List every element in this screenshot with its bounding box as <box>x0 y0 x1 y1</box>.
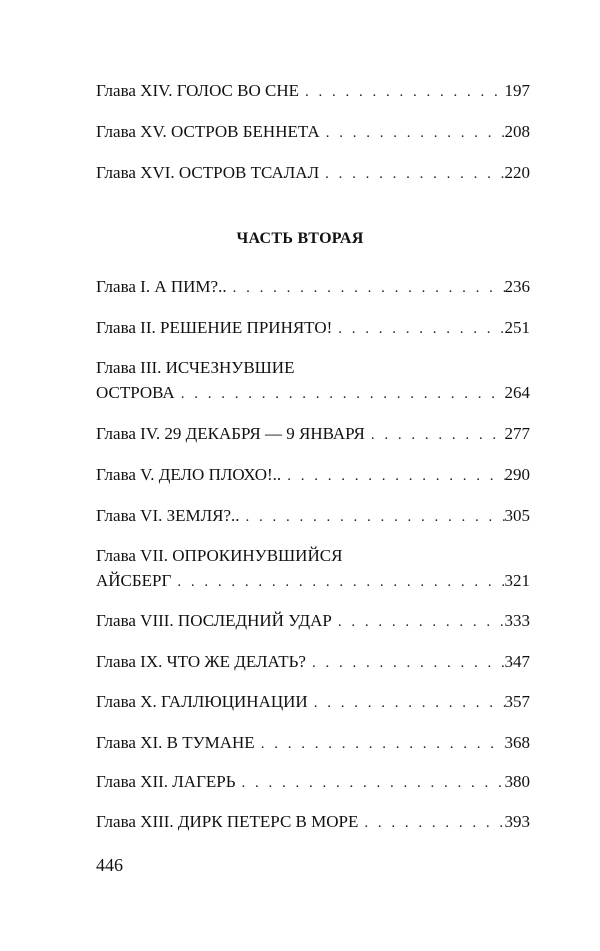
toc-entry-page: 197 <box>504 81 530 100</box>
toc-entry-page: 277 <box>504 424 530 443</box>
dot-leader <box>236 772 505 794</box>
toc-entry <box>96 162 530 184</box>
toc-entry-title: Глава XIV. ГОЛОС ВО СНЕ <box>96 81 300 100</box>
toc-entry-page: 305 <box>504 506 530 525</box>
toc-entry-title: Глава VI. ЗЕМЛЯ?.. <box>96 506 240 525</box>
dot-leader <box>299 81 504 103</box>
toc-entry-page: 290 <box>504 465 530 484</box>
dot-leader <box>308 692 505 714</box>
toc-entry <box>96 610 530 632</box>
toc-entry-page: 321 <box>504 571 530 590</box>
toc-entry-title-line1: Глава VII. ОПРОКИНУВШИЙСЯ <box>96 546 343 565</box>
toc-entry-page: 208 <box>504 122 530 141</box>
toc-entry <box>96 651 530 673</box>
dot-leader <box>332 611 505 633</box>
toc-entry-title: Глава X. ГАЛЛЮЦИНАЦИИ <box>96 692 308 711</box>
toc-entry-page: 347 <box>504 652 530 671</box>
toc-entry-title: Глава XVI. ОСТРОВ ТСАЛАЛ <box>96 163 320 182</box>
toc-entry-page: 251 <box>504 318 530 337</box>
dot-leader <box>319 163 504 185</box>
toc-entry <box>96 80 530 102</box>
toc-entry-page: 368 <box>504 733 530 752</box>
toc-entry <box>96 121 530 143</box>
toc-entry <box>96 771 530 793</box>
toc-entry-page: 264 <box>504 383 530 402</box>
toc-entry-title: ОСТРОВА <box>96 383 175 402</box>
dot-leader <box>171 571 504 593</box>
dot-leader <box>227 277 505 299</box>
toc-entry-title: Глава XIII. ДИРК ПЕТЕРС В МОРЕ <box>96 812 359 831</box>
toc-entry-title: АЙСБЕРГ <box>96 571 172 590</box>
dot-leader <box>175 383 505 405</box>
toc-entry-title: Глава V. ДЕЛО ПЛОХО!.. <box>96 465 282 484</box>
dot-leader <box>255 733 505 755</box>
toc-entry-page: 220 <box>504 163 530 182</box>
toc-entry <box>96 732 530 754</box>
toc-entry <box>96 545 530 592</box>
toc-entry-title: Глава XI. В ТУМАНЕ <box>96 733 255 752</box>
toc-entry-title: Глава IV. 29 ДЕКАБРЯ — 9 ЯНВАРЯ <box>96 424 365 443</box>
toc-entry-page: 380 <box>504 772 530 791</box>
dot-leader <box>365 424 505 446</box>
toc-entry-title: Глава II. РЕШЕНИЕ ПРИНЯТО! <box>96 318 333 337</box>
toc-entry-title: Глава I. А ПИМ?.. <box>96 277 227 296</box>
dot-leader <box>281 465 504 487</box>
toc-entry-page: 393 <box>504 812 530 831</box>
dot-leader <box>306 652 505 674</box>
toc-entry <box>96 505 530 527</box>
dot-leader <box>320 122 505 144</box>
dot-leader <box>358 812 504 834</box>
toc-entry <box>96 423 530 445</box>
toc-entry-page: 236 <box>504 277 530 296</box>
toc-entry-title: Глава VIII. ПОСЛЕДНИЙ УДАР <box>96 611 332 630</box>
toc-entry <box>96 811 530 833</box>
toc-entry <box>96 317 530 339</box>
section-heading: ЧАСТЬ ВТОРАЯ <box>236 230 364 247</box>
toc-entry <box>96 691 530 713</box>
toc-entry-page: 333 <box>504 611 530 630</box>
toc-entry-title: Глава XV. ОСТРОВ БЕННЕТА <box>96 122 320 141</box>
toc-entry-page: 357 <box>504 692 530 711</box>
toc-entry <box>96 357 530 404</box>
dot-leader <box>332 318 504 340</box>
page-number: 446 <box>96 855 123 875</box>
dot-leader <box>240 506 505 528</box>
toc-entry <box>96 464 530 486</box>
toc-entry-title-line1: Глава III. ИСЧЕЗНУВШИЕ <box>96 358 295 377</box>
toc-entry-title: Глава IX. ЧТО ЖЕ ДЕЛАТЬ? <box>96 652 306 671</box>
toc-entry <box>96 276 530 298</box>
toc-entry-title: Глава XII. ЛАГЕРЬ <box>96 772 236 791</box>
